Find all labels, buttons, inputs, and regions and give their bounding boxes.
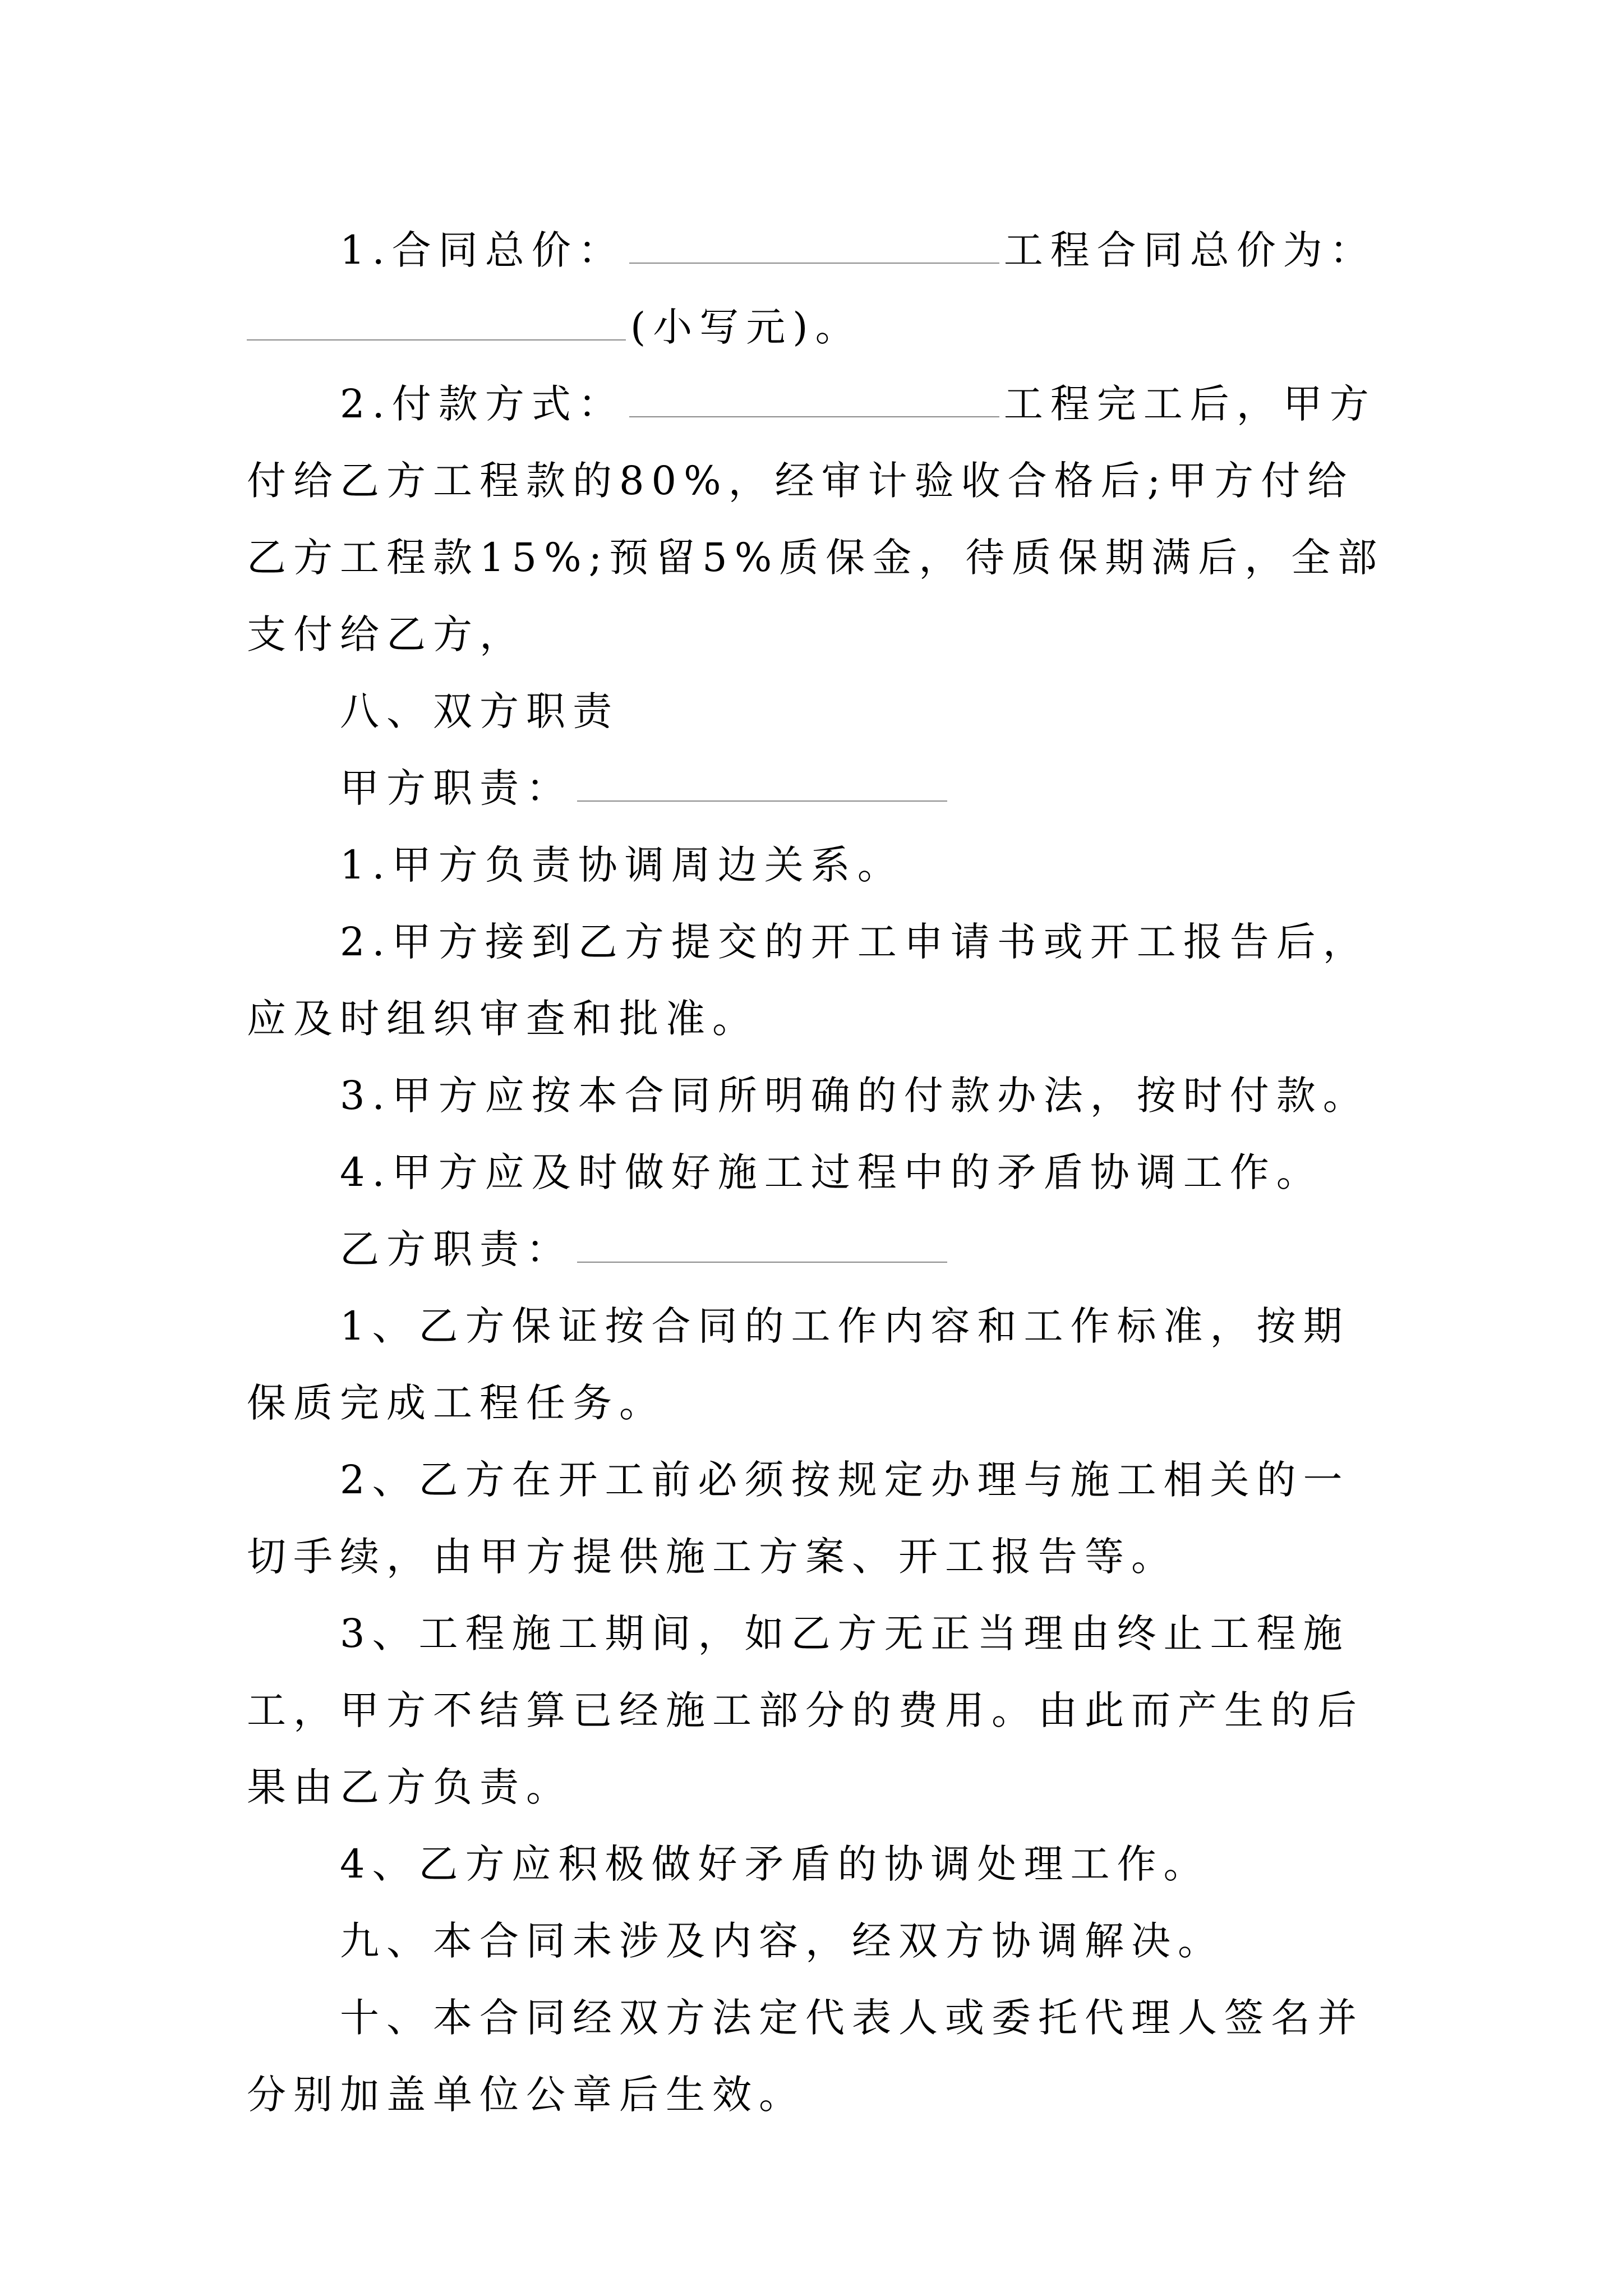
party-b-duties-heading — [247, 1211, 1385, 1288]
section-9: 九、本合同未涉及内容，经双方协调解决。 — [340, 1918, 1224, 1964]
party-a-duties-label: 甲方职责： — [340, 765, 573, 811]
party-a-duty-1: 1.甲方负责协调周边关系。 — [340, 842, 904, 888]
contract-total-blank — [629, 228, 999, 264]
section-10: 十、本合同经双方法定代表人或委托代理人签名并分别加盖单位公章后生效。 — [247, 1995, 1364, 2118]
party-a-duty-3: 3.甲方应按本合同所明确的付款办法，按时付款。 — [340, 1073, 1370, 1119]
party-b-duty-4: 4、乙方应积极做好矛盾的协调处理工作。 — [340, 1841, 1210, 1887]
party-b-duty-2: 2、乙方在开工前必须按规定办理与施工相关的一切手续，由甲方提供施工方案、开工报告等。 — [247, 1457, 1350, 1580]
party-b-duty-3: 3、工程施工期间，如乙方无正当理由终止工程施工，甲方不结算已经施工部分的费用。由此而产生的后果由乙方负责。 — [247, 1611, 1364, 1810]
party-b-duties-blank — [577, 1227, 947, 1263]
party-a-duty-2: 2.甲方接到乙方提交的开工申请书或开工报告后，应及时组织审查和批准。 — [247, 919, 1370, 1042]
party-a-duties-heading — [247, 750, 1385, 827]
document-page — [247, 212, 1385, 2133]
paragraph-payment-method — [247, 366, 1385, 673]
party-b-duty-1: 1、乙方保证按合同的工作内容和工作标准，按期保质完成工程任务。 — [247, 1303, 1350, 1426]
contract-total-text: 工程合同总价为： — [1003, 227, 1376, 273]
paragraph-contract-total — [247, 212, 1385, 366]
contract-total-amount-blank — [247, 305, 626, 341]
contract-total-unit: (小写元)。 — [630, 304, 862, 350]
payment-method-label: 2.付款方式： — [340, 381, 625, 427]
payment-method-blank — [629, 381, 999, 417]
payment-method-text: 工程完工后，甲方付给乙方工程款的80%，经审计验收合格后;甲方付给乙方工程款15%;预留5%质保金，待质保期满后，全部支付给乙方， — [247, 381, 1385, 657]
party-b-duties-label: 乙方职责： — [340, 1226, 573, 1272]
party-a-duties-blank — [577, 766, 947, 802]
party-a-duty-4: 4.甲方应及时做好施工过程中的矛盾协调工作。 — [340, 1149, 1323, 1195]
section-8-title: 八、双方职责 — [340, 688, 619, 734]
contract-total-label: 1.合同总价： — [340, 227, 625, 273]
